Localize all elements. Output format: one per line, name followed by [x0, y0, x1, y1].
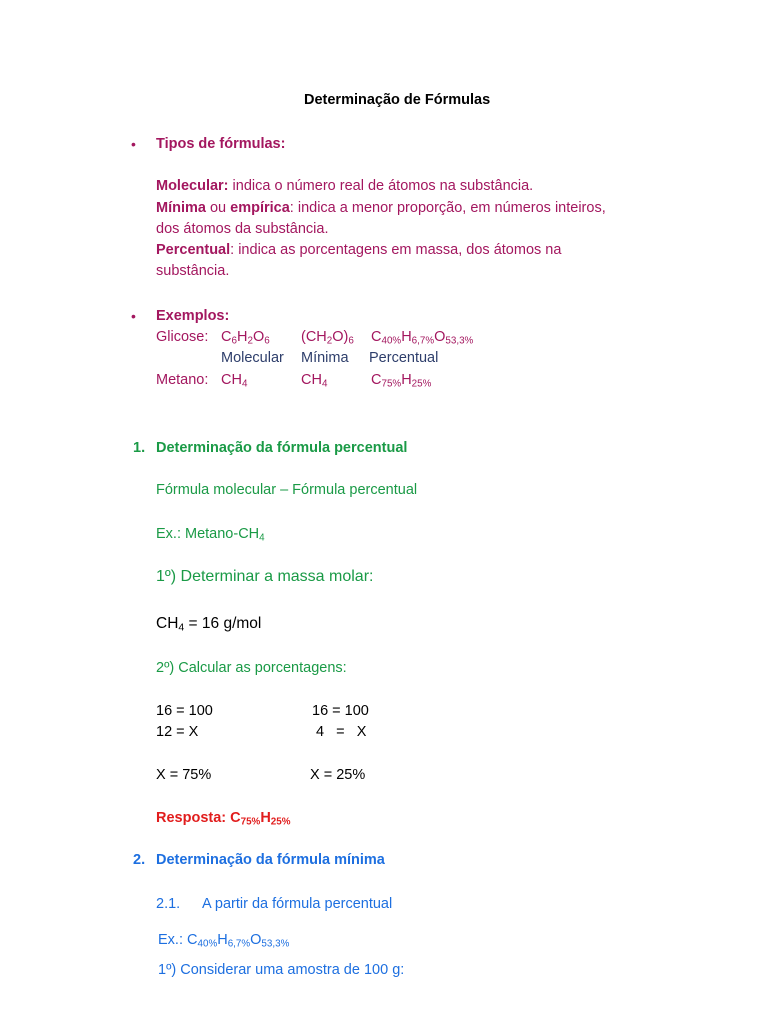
section2-number: 2. — [133, 852, 146, 868]
calc-right-2: 4 = X — [312, 724, 367, 740]
bullet-tipos: • — [131, 136, 136, 152]
section2-heading: Determinação da fórmula mínima — [156, 852, 385, 868]
calc-left-2: 12 = X — [156, 724, 199, 740]
minima-term: Mínima — [156, 200, 206, 216]
minima-desc-1: : indica a menor proporção, em números inteiros, — [289, 200, 606, 216]
molecular-line — [156, 178, 533, 194]
answer: Resposta: $C_{75\%}H_{25\%}$ — [156, 810, 291, 828]
molecular-desc: indica o número real de átomos na substância. — [228, 178, 534, 194]
percentual-term: Percentual — [156, 242, 231, 258]
section1-number: 1. — [133, 440, 146, 456]
section1-example: Ex.: Metano-$CH_4$ — [156, 526, 265, 544]
result-right: X = 25% — [310, 767, 366, 783]
tipos-heading: Tipos de fórmulas: — [156, 136, 286, 152]
ou-text: ou — [205, 200, 231, 216]
section1-heading: Determinação da fórmula percentual — [156, 440, 408, 456]
col-molecular: Molecular — [221, 350, 284, 366]
percentual-desc-2: substância. — [156, 263, 230, 279]
exemplos-heading: Exemplos: — [156, 308, 230, 324]
section2-example: Ex.: $C_{40\%}H_{6,7\%}O_{53,3\%}$ — [158, 932, 290, 950]
page-title: Determinação de Fórmulas — [304, 92, 491, 108]
empirica-term: empírica — [230, 200, 290, 216]
section2-sub-heading: A partir da fórmula percentual — [202, 896, 393, 912]
result-left: X = 75% — [156, 767, 212, 783]
section2-sub-number: 2.1. — [156, 896, 181, 912]
glicose-label: Glicose: — [156, 329, 209, 345]
metano-molecular-formula: $CH_4$ — [221, 372, 248, 390]
section1-subtitle: Fórmula molecular – Fórmula percentual — [156, 482, 418, 498]
percentual-desc-1: : indica as porcentagens em massa, dos átomos na — [230, 242, 562, 258]
minima-line — [156, 200, 606, 216]
molar-mass-line: $CH_4 = 16$ g/mol — [156, 615, 262, 634]
col-percentual: Percentual — [369, 350, 439, 366]
glicose-molecular-formula: $C_6H_2O_6$ — [221, 329, 270, 347]
metano-label: Metano: — [156, 372, 209, 388]
metano-percentual-formula: $C_{75\%}H_{25\%}$ — [371, 372, 432, 390]
percentual-line — [156, 242, 561, 258]
calc-left-1: 16 = 100 — [156, 703, 213, 719]
col-minima: Mínima — [301, 350, 349, 366]
minima-desc-2: dos átomos da substância. — [156, 221, 329, 237]
glicose-percentual-formula: $C_{40\%}H_{6,7\%}O_{53,3\%}$ — [371, 329, 474, 347]
section1-step2: 2º) Calcular as porcentagens: — [156, 660, 347, 676]
calc-right-1: 16 = 100 — [312, 703, 369, 719]
section2-step1: 1º) Considerar uma amostra de 100 g: — [158, 962, 405, 978]
bullet-exemplos: • — [131, 308, 136, 324]
molecular-term: Molecular: — [156, 178, 229, 194]
section1-step1: 1º) Determinar a massa molar: — [156, 568, 374, 585]
metano-minima-formula: $CH_4$ — [301, 372, 328, 390]
glicose-minima-formula: $(CH_2O)_6$ — [301, 329, 354, 347]
